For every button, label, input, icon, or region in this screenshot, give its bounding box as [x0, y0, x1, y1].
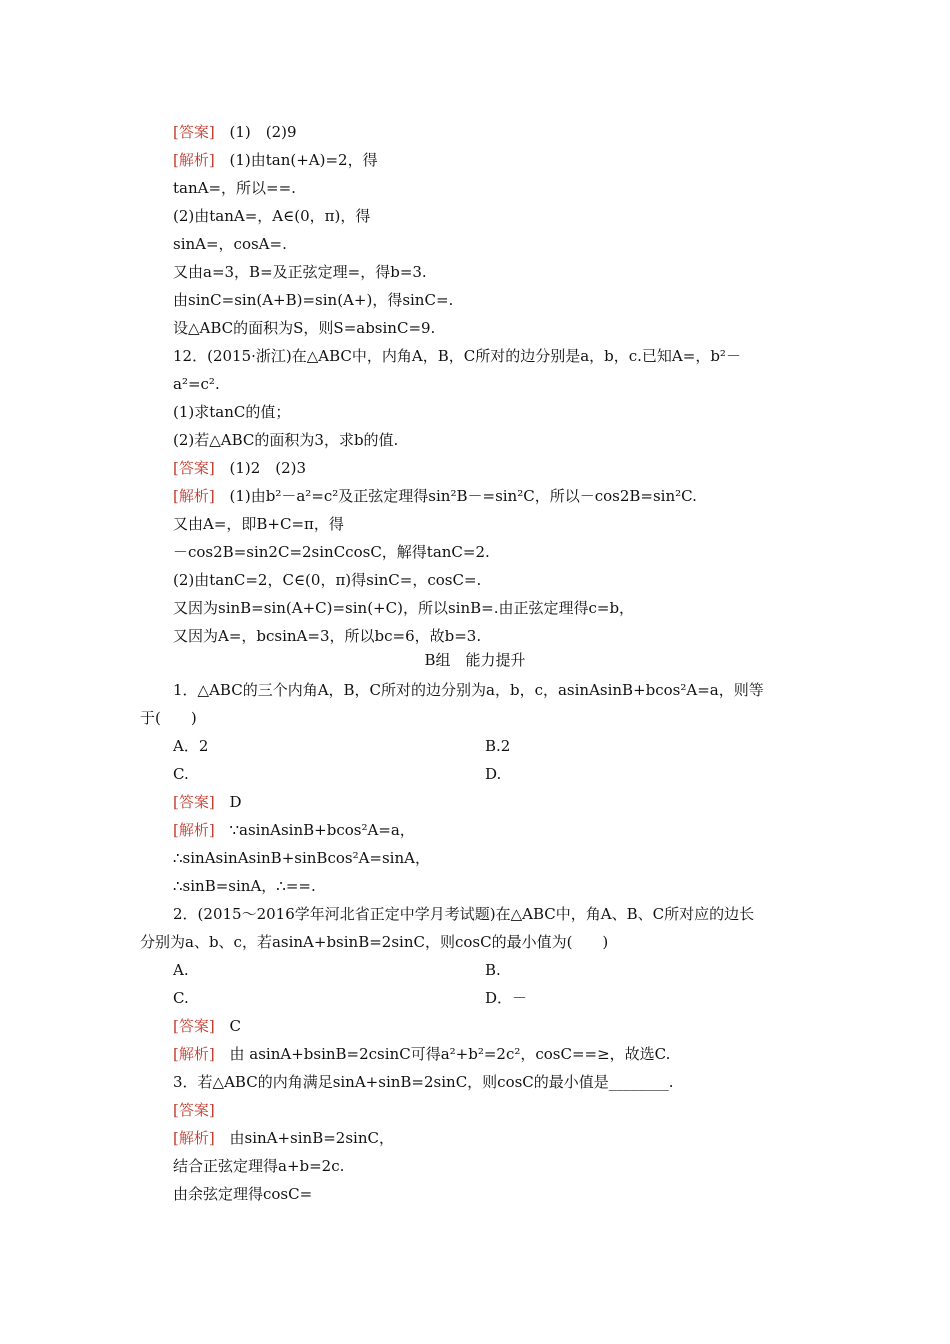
option-d: D. [485, 765, 502, 783]
answer-line [173, 792, 242, 812]
analysis-text: 由sinC=sin(A+B)=sin(A+)，得sinC=. [173, 291, 454, 309]
analysis-text: 又由a=3，B=及正弦定理=，得b=3. [173, 263, 427, 281]
answer-tag: [答案] [173, 459, 215, 477]
analysis-line [173, 486, 697, 506]
option-a: A．2 [173, 737, 209, 755]
question-text: 1．△ABC的三个内角A，B，C所对的边分别为a，b，c，asinAsinB+bcos²A=a，则等 [173, 681, 764, 699]
section-heading: B组 能力提升 [424, 651, 526, 669]
answer-line [173, 122, 297, 142]
answer-tag: [答案] [173, 1101, 215, 1119]
analysis-text: (1)由tan(+A)=2，得 [229, 151, 378, 169]
option-b: B. [485, 961, 501, 979]
question-text: (1)求tanC的值； [173, 403, 291, 421]
option-c: C. [173, 989, 189, 1007]
question-text: 2．(2015～2016学年河北省正定中学月考试题)在△ABC中，角A、B、C所对应的边长 [173, 905, 755, 923]
analysis-text: 由余弦定理得cosC= [173, 1185, 313, 1203]
option-d: D．－ [485, 989, 528, 1007]
answer-tag: [答案] [173, 793, 215, 811]
analysis-text: －cos2B=sin2C=2sinCcosC，解得tanC=2. [173, 543, 490, 561]
analysis-text: 结合正弦定理得a+b=2c. [173, 1157, 345, 1175]
question-text: 于( ) [140, 709, 197, 727]
analysis-text: ∴sinAsinAsinB+sinBcos²A=sinA， [173, 849, 430, 867]
analysis-text: (1)由b²－a²=c²及正弦定理得sin²B－=sin²C，所以－cos2B=sin²C. [229, 487, 697, 505]
analysis-tag: [解析] [173, 487, 215, 505]
analysis-line [173, 150, 378, 170]
analysis-tag: [解析] [173, 151, 215, 169]
question-text: 12．(2015·浙江)在△ABC中，内角A，B，C所对的边分别是a，b，c.已知A=，b²－ [173, 347, 741, 365]
analysis-text: 又由A=，即B+C=π，得 [173, 515, 344, 533]
answer-text: C [229, 1017, 241, 1035]
analysis-text: (2)由tanA=，A∈(0，π)，得 [173, 207, 371, 225]
analysis-tag: [解析] [173, 821, 215, 839]
answer-tag: [答案] [173, 123, 215, 141]
question-text: (2)若△ABC的面积为3，求b的值. [173, 431, 399, 449]
question-text: 3．若△ABC的内角满足sinA+sinB=2sinC，则cosC的最小值是________. [173, 1073, 674, 1091]
answer-line [173, 1016, 241, 1036]
option-c: C. [173, 765, 189, 783]
analysis-text: 由sinA+sinB=2sinC， [229, 1129, 394, 1147]
question-text: 分别为a、b、c，若asinA+bsinB=2sinC，则cosC的最小值为( ) [140, 933, 609, 951]
question-text: a²=c². [173, 375, 220, 393]
analysis-tag: [解析] [173, 1045, 215, 1063]
answer-text: D [229, 793, 242, 811]
analysis-text: (2)由tanC=2，C∈(0，π)得sinC=，cosC=. [173, 571, 482, 589]
analysis-text: ∵asinAsinB+bcos²A=a， [229, 821, 415, 839]
answer-tag: [答案] [173, 1017, 215, 1035]
analysis-line [173, 1128, 394, 1148]
analysis-text: 又因为A=，bcsinA=3，所以bc=6，故b=3. [173, 627, 482, 645]
answer-line [173, 1100, 215, 1120]
answer-text: (1)2 (2)3 [229, 459, 307, 477]
analysis-text: 由 asinA+bsinB=2csinC可得a²+b²=2c²，cosC==≥，故选C. [229, 1045, 671, 1063]
analysis-line [173, 820, 415, 840]
option-b: B.2 [485, 737, 511, 755]
analysis-text: sinA=，cosA=. [173, 235, 287, 253]
analysis-text: tanA=，所以==. [173, 179, 296, 197]
answer-line [173, 458, 306, 478]
analysis-text: 又因为sinB=sin(A+C)=sin(+C)，所以sinB=.由正弦定理得c=b， [173, 599, 635, 617]
answer-text: (1) (2)9 [229, 123, 297, 141]
analysis-line [173, 1044, 670, 1064]
analysis-text: 设△ABC的面积为S，则S=absinC=9. [173, 319, 436, 337]
option-a: A. [173, 961, 189, 979]
analysis-text: ∴sinB=sinA，∴==. [173, 877, 316, 895]
analysis-tag: [解析] [173, 1129, 215, 1147]
